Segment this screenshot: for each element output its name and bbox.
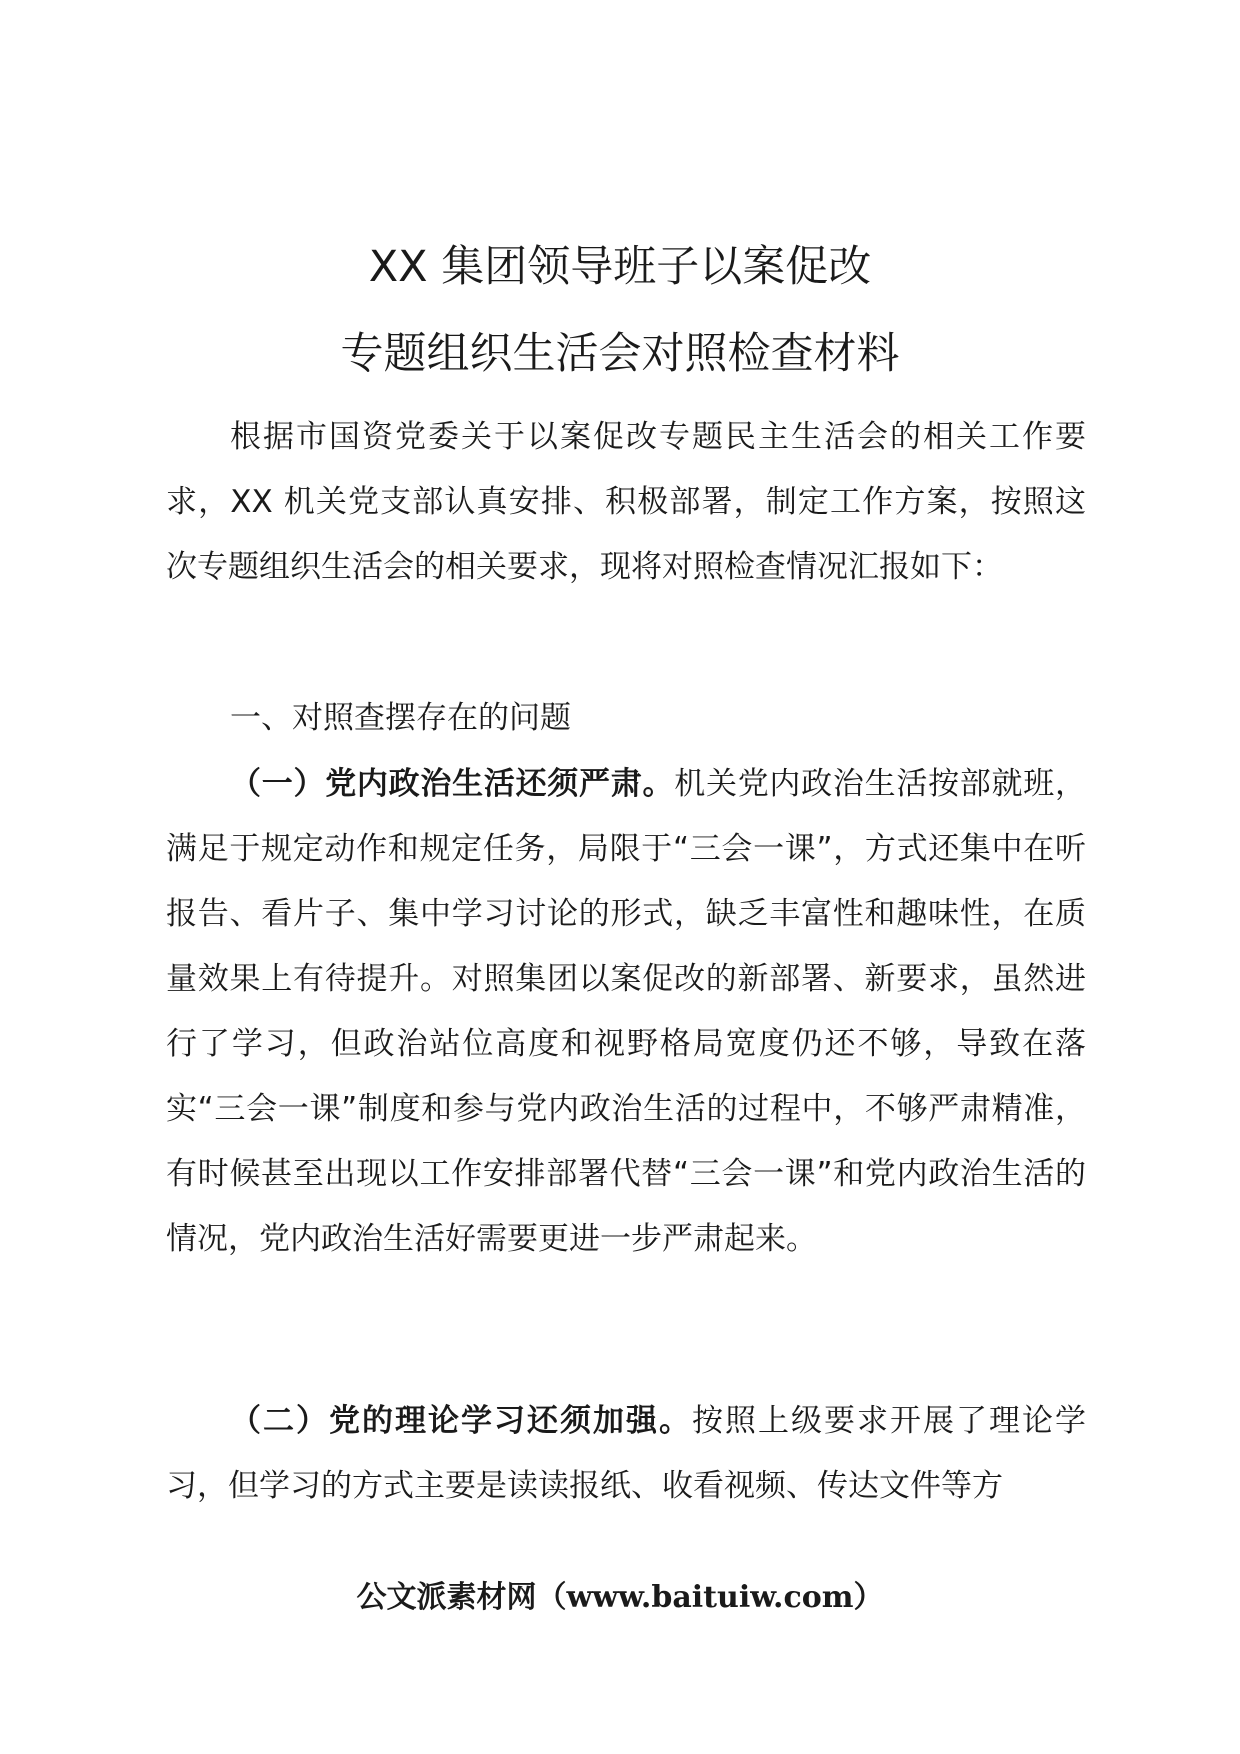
item-1-lead: （一）党内政治生活还须严肃。 bbox=[230, 766, 675, 802]
item-1-paragraph bbox=[166, 752, 1086, 1272]
section-heading: 一、对照查摆存在的问题 bbox=[230, 700, 571, 736]
item-2-lead: （二）党的理论学习还须加强。 bbox=[230, 1403, 692, 1439]
item-2-text: 按照上级要求开展了理论学习，但学习的方式主要是读读报纸、收看视频、传达文件等方 bbox=[166, 1403, 1086, 1504]
item-1-text: 机关党内政治生活按部就班，满足于规定动作和规定任务，局限于“三会一课”，方式还集中在听报告、看片子、集中学习讨论的形式，缺乏丰富性和趣味性，在质量效果上有待提升。对照集团以案促改的新部署、新要求，虽然进行了学习，但政治站位高度和视野格局宽度仍还不够，导致在落实“三会一课”制度和参与党内政治生活的过程中，不够严肃精准，有时候甚至出现以工作安排部署代替“三会一课”和党内政治生活的情况，党内政治生活好需要更进一步严肃起来。 bbox=[166, 766, 1087, 1257]
document-title-line-2: 专题组织生活会对照检查材料 bbox=[340, 329, 900, 379]
item-2-paragraph bbox=[166, 1389, 1086, 1519]
footer-watermark: 公文派素材网（www.baituiw.com） bbox=[356, 1580, 884, 1615]
intro-paragraph: 根据市国资党委关于以案促改专题民主生活会的相关工作要求，XX 机关党支部认真安排、积极部署，制定工作方案，按照这次专题组织生活会的相关要求，现将对照检查情况汇报如下： bbox=[166, 419, 1086, 585]
document-title-line-1: XX 集团领导班子以案促改 bbox=[368, 242, 872, 292]
